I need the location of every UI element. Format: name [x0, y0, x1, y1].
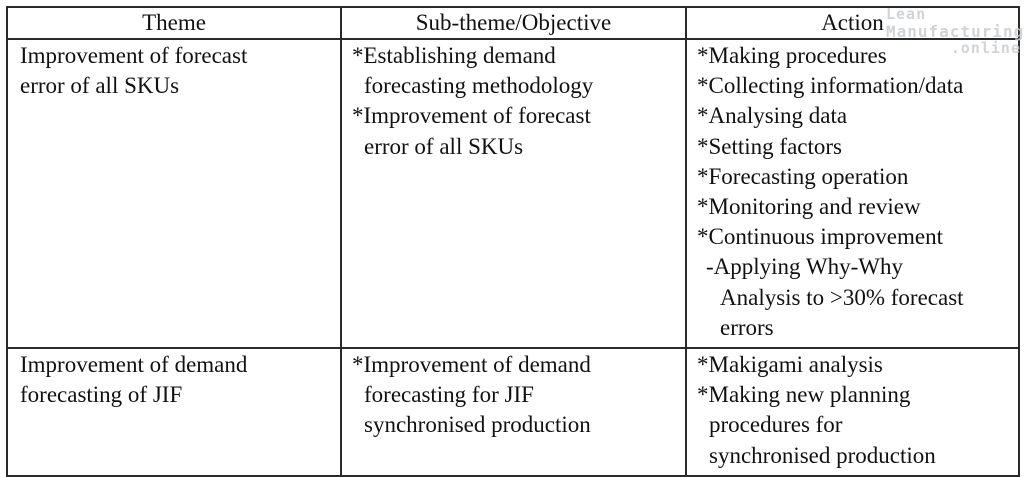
document-table-frame — [6, 6, 1018, 468]
action-bullet: *Monitoring and review — [697, 194, 921, 220]
table-row — [7, 348, 1019, 476]
action-continuation: procedures for — [709, 412, 843, 438]
table-header-row — [7, 7, 1019, 39]
header-sub-theme: Sub-theme/Objective — [341, 7, 686, 39]
header-action: Action — [686, 7, 1019, 39]
table-row — [7, 39, 1019, 348]
action-continuation: Analysis to >30% forecast — [720, 284, 964, 310]
watermark-line: Lean — [886, 5, 927, 23]
theme-text-line: forecasting of JIF — [20, 382, 183, 408]
action-continuation: -Applying Why-Why — [706, 254, 903, 280]
objective-bullet: *Improvement of demand — [352, 352, 591, 378]
sub-theme-cell — [341, 39, 686, 348]
action-cell — [686, 348, 1019, 476]
action-bullet: *Makigami analysis — [697, 352, 883, 378]
objective-continuation: forecasting for JIF — [364, 382, 534, 408]
objective-continuation: forecasting methodology — [364, 73, 594, 99]
header-theme: Theme — [7, 7, 341, 39]
theme-action-table — [6, 6, 1024, 477]
action-bullet: *Setting factors — [697, 133, 842, 159]
action-continuation: synchronised production — [709, 442, 936, 468]
theme-text-line: Improvement of forecast — [20, 43, 248, 68]
theme-cell — [7, 39, 341, 348]
objective-bullet: *Establishing demand — [352, 43, 556, 68]
theme-text-line: Improvement of demand — [20, 352, 248, 378]
action-cell — [686, 39, 1019, 348]
action-bullet: *Analysing data — [697, 103, 848, 129]
theme-text-line: error of all SKUs — [20, 73, 180, 99]
objective-bullet: *Improvement of forecast — [352, 103, 591, 129]
objective-continuation: error of all SKUs — [364, 133, 524, 159]
theme-cell — [7, 348, 341, 476]
action-bullet: *Collecting information/data — [697, 73, 964, 99]
sub-theme-cell — [341, 348, 686, 476]
action-bullet: *Forecasting operation — [697, 163, 909, 189]
action-bullet: *Making new planning — [697, 382, 911, 408]
action-continuation: errors — [720, 314, 774, 340]
watermark-line: Manufacturing — [886, 22, 1024, 41]
objective-continuation: synchronised production — [364, 412, 591, 438]
action-bullet: *Continuous improvement — [697, 224, 943, 250]
watermark-line: .online — [950, 39, 1021, 57]
action-bullet: *Making procedures — [697, 43, 887, 68]
